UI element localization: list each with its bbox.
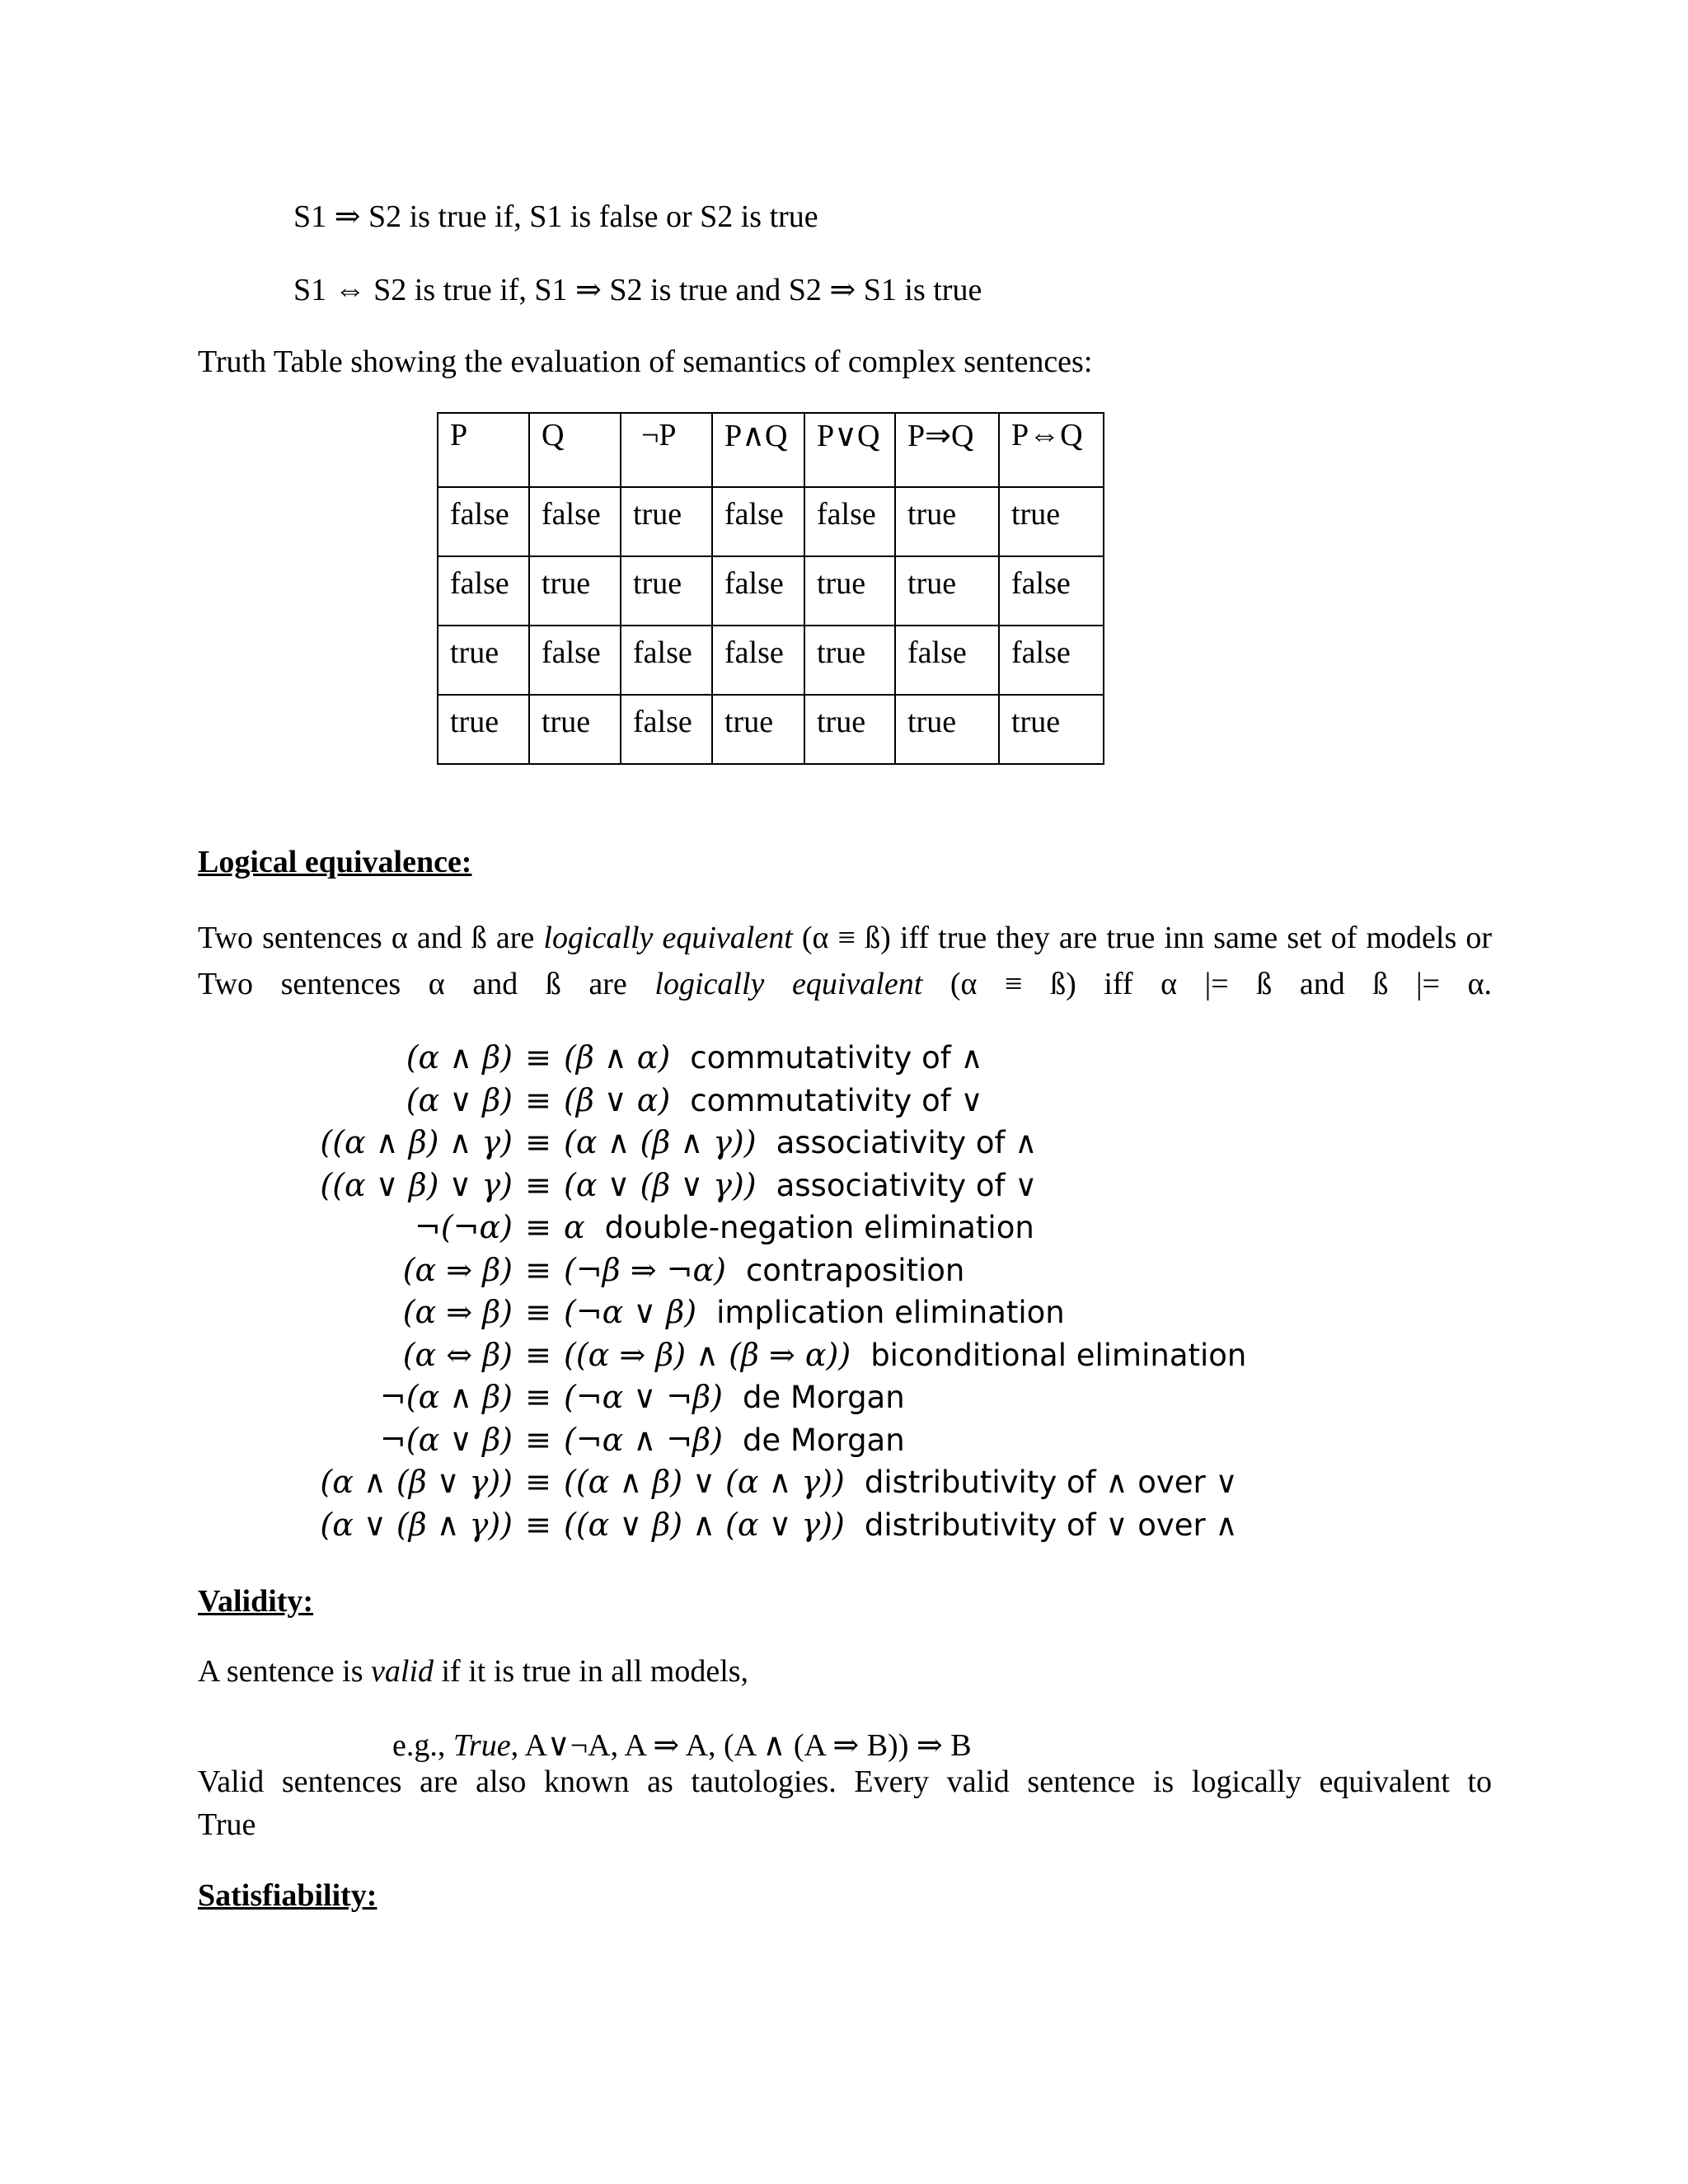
table-cell: false [895,626,999,695]
equivalence-row [297,1291,1246,1334]
definition-term: logically equivalent [543,921,793,955]
validity-example [392,1727,972,1765]
table-cell: false [804,487,895,556]
equivalence-rhs: ((α ∧ β) ∨ (α ∧ γ)) [564,1464,845,1500]
equivalence-rhs: (β ∨ α) [564,1081,671,1118]
table-cell: true [804,695,895,764]
implication-rule: S1 ⇒ S2 is true if, S1 is false or S2 is true [293,199,818,234]
equivalence-rhs: (¬α ∨ ¬β) [564,1379,723,1415]
equivalence-lhs: ¬(¬α) [415,1209,513,1245]
equivalence-row [297,1080,1246,1122]
column-header: P∨Q [804,413,895,487]
column-header: P⇔Q [999,413,1104,487]
validity-heading: Validity: [198,1584,314,1619]
example-true: True [452,1728,511,1763]
logical-equivalence-definition [198,915,1492,1007]
column-header: ¬P [621,413,712,487]
table-cell: true [804,626,895,695]
equivalence-rhs: ((α ⇒ β) ∧ (β ⇒ α)) [564,1336,851,1373]
equivalence-name: associativity of ∨ [776,1167,1038,1203]
equivalence-lhs: (α ∨ β) [406,1081,513,1118]
equivalence-symbol: ≡ [525,1506,551,1543]
equivalence-symbol: ≡ [525,1081,551,1118]
table-cell: true [999,487,1104,556]
validity-text: if it is true in all models, [441,1654,749,1689]
table-cell: true [895,556,999,626]
equivalence-lhs: ((α ∨ β) ∨ γ) [320,1166,513,1203]
table-cell: false [712,626,804,695]
equivalence-rhs: α [564,1209,585,1245]
column-header: P [438,413,529,487]
table-cell: false [621,695,712,764]
equivalence-symbol: ≡ [525,1124,551,1160]
table-cell: false [529,626,621,695]
equivalence-name: de Morgan [742,1422,905,1458]
table-row [438,556,1104,626]
truth-table [437,412,1104,765]
truth-table-header-row [438,413,1104,487]
equivalence-rhs: (α ∧ (β ∧ γ)) [564,1124,757,1160]
equivalence-lhs: (α ⇔ β) [402,1336,513,1373]
equivalence-row [297,1504,1246,1547]
equivalence-lhs: ¬(α ∨ β) [379,1421,513,1458]
equivalence-name: de Morgan [742,1380,905,1415]
equivalence-row [297,1376,1246,1419]
table-cell: true [621,556,712,626]
table-cell: true [895,487,999,556]
column-header: P∧Q [712,413,804,487]
table-cell: false [999,556,1104,626]
definition-text: (α ≡ ß) iff true they are true inn same set of models or Two sentences α and ß are [198,921,1492,1001]
definition-text: (α ≡ ß) iff α |= ß and ß |= α. [950,967,1493,1001]
example-prefix: e.g., [392,1728,446,1763]
equivalence-lhs: (α ∨ (β ∧ γ)) [320,1506,513,1543]
equivalence-symbol: ≡ [525,1166,551,1203]
equivalence-list [297,1037,1246,1546]
validity-text: A sentence is [198,1654,363,1689]
equivalence-rhs: (¬α ∨ β) [564,1294,697,1330]
equivalence-lhs: (α ⇒ β) [402,1251,513,1288]
satisfiability-heading: Satisfiability: [198,1878,377,1913]
table-cell: false [438,556,529,626]
equivalence-name: implication elimination [716,1295,1065,1330]
equivalence-row [297,1249,1246,1292]
table-cell: false [712,487,804,556]
equivalence-name: contraposition [745,1252,965,1288]
table-cell: true [895,695,999,764]
equivalence-row [297,1122,1246,1165]
equivalence-symbol: ≡ [525,1294,551,1330]
table-cell: false [621,626,712,695]
equivalence-lhs: ¬(α ∧ β) [379,1379,513,1415]
table-caption: Truth Table showing the evaluation of semantics of complex sentences: [198,344,1093,379]
equivalence-name: biconditional elimination [870,1337,1247,1373]
equivalence-row [297,1207,1246,1249]
equivalence-lhs: (α ∧ (β ∨ γ)) [320,1464,513,1500]
equivalence-rhs: (¬α ∧ ¬β) [564,1421,723,1458]
equivalence-name: associativity of ∧ [776,1125,1038,1160]
validity-term: valid [371,1654,434,1689]
table-row [438,626,1104,695]
table-cell: true [999,695,1104,764]
equivalence-symbol: ≡ [525,1421,551,1458]
column-header: Q [529,413,621,487]
definition-term: logically equivalent [654,967,923,1001]
definition-text: Two sentences α and ß are [198,921,535,955]
table-cell: true [621,487,712,556]
validity-note [198,1760,1492,1846]
equivalence-symbol: ≡ [525,1209,551,1245]
equivalence-lhs: ((α ∧ β) ∧ γ) [320,1124,513,1160]
table-cell: false [529,487,621,556]
table-cell: true [804,556,895,626]
equivalence-rhs: (α ∨ (β ∨ γ)) [564,1166,757,1203]
column-header: P⇒Q [895,413,999,487]
equivalence-name: commutativity of ∨ [690,1082,983,1118]
equivalence-row [297,1419,1246,1462]
table-cell: false [712,556,804,626]
equivalence-name: distributivity of ∧ over ∨ [864,1465,1238,1500]
equivalence-rhs: (β ∧ α) [564,1039,671,1076]
logical-equivalence-heading: Logical equivalence: [198,845,472,879]
validity-definition [198,1653,748,1691]
equivalence-row [297,1037,1246,1080]
table-cell: true [438,626,529,695]
definition-line [198,915,1492,1007]
table-cell: false [999,626,1104,695]
table-cell: false [438,487,529,556]
table-cell: true [529,556,621,626]
equivalence-name: commutativity of ∧ [690,1040,983,1076]
equivalence-rhs: (¬β ⇒ ¬α) [564,1251,726,1288]
table-cell: true [529,695,621,764]
equivalence-rhs: ((α ∨ β) ∧ (α ∨ γ)) [564,1506,845,1543]
equivalence-lhs: (α ∧ β) [406,1039,513,1076]
equivalence-symbol: ≡ [525,1464,551,1500]
table-cell: true [712,695,804,764]
table-row [438,695,1104,764]
table-row [438,487,1104,556]
equivalence-lhs: (α ⇒ β) [402,1294,513,1330]
example-formulas: , A∨¬A, A ⇒ A, (A ∧ (A ⇒ B)) ⇒ B [510,1728,972,1763]
equivalence-name: double-negation elimination [604,1210,1034,1245]
validity-note-line2: True [198,1807,256,1842]
equivalence-symbol: ≡ [525,1251,551,1288]
equivalence-row [297,1334,1246,1377]
equivalence-row [297,1461,1246,1504]
table-cell: true [438,695,529,764]
equivalence-row [297,1165,1246,1207]
equivalence-symbol: ≡ [525,1379,551,1415]
biconditional-rule: S1 ⇔ S2 is true if, S1 ⇒ S2 is true and S2 ⇒ S1 is true [293,273,982,307]
equivalence-symbol: ≡ [525,1336,551,1373]
equivalence-name: distributivity of ∨ over ∧ [864,1507,1238,1543]
validity-note-line1: Valid sentences are also known as tautologies. Every valid sentence is logically equivalent to [198,1765,1492,1799]
equivalence-symbol: ≡ [525,1039,551,1076]
